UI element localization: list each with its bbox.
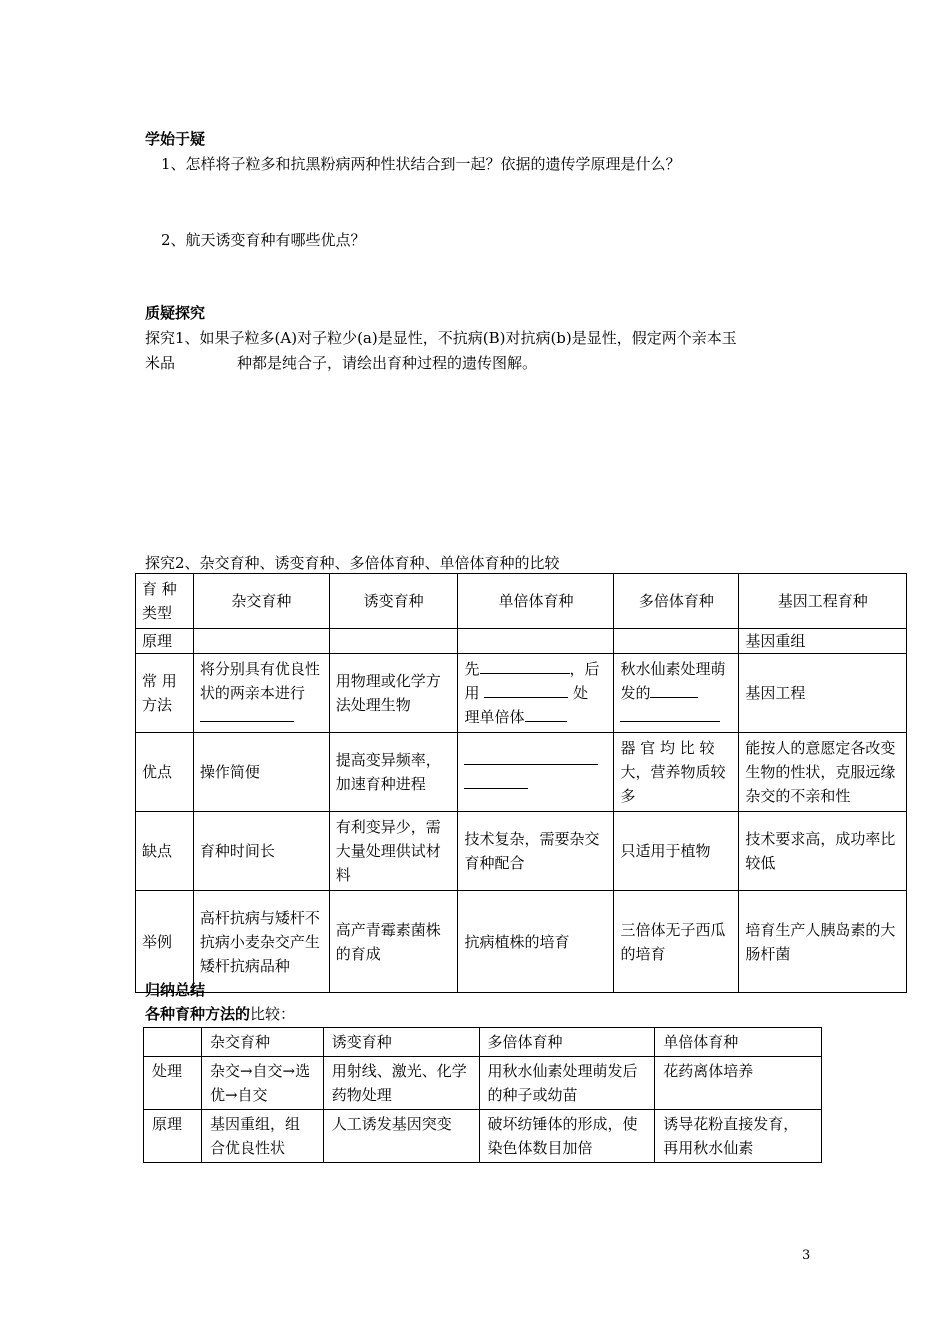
- table-cell: 基因重组，组合优良性状: [201, 1110, 323, 1163]
- row-label: 缺点: [136, 812, 194, 891]
- fill-blank: [650, 681, 698, 698]
- fill-blank: [464, 748, 598, 765]
- inquiry-2-title: 探究2、杂交育种、诱变育种、多倍体育种、单倍体育种的比较: [145, 554, 560, 572]
- header-cell: 杂交育种: [201, 1028, 323, 1057]
- table-cell: 能按人的意愿定各改变生物的性状，克服远缘杂交的不亲和性: [739, 733, 907, 812]
- cell-text: ，后: [569, 660, 600, 678]
- table-row: [136, 733, 907, 812]
- table-cell: 技术要求高，成功率比较低: [739, 812, 907, 891]
- inquiry-1-line-2a: 米品: [145, 354, 176, 372]
- header-cell: 诱变育种: [323, 1028, 479, 1057]
- table-cell: 用秋水仙素处理萌发后的种子或幼苗: [479, 1057, 655, 1110]
- table-cell: 育种时间长: [193, 812, 329, 891]
- fill-blank: [200, 705, 294, 722]
- fill-blank: [620, 705, 720, 722]
- table-row: [144, 1110, 822, 1163]
- summary-subtitle-bold: 各种育种方法的: [145, 1005, 251, 1023]
- row-label: 原理: [136, 629, 194, 654]
- table-cell: 三倍体无子西瓜的培育: [614, 891, 739, 993]
- inquiry-1-line-2b: 种都是纯合子，请绘出育种过程的遗传图解。: [237, 354, 538, 372]
- table-cell: 高杆抗病与矮杆不抗病小麦杂交产生矮杆抗病品种: [193, 891, 329, 993]
- table-cell: 人工诱发基因突变: [323, 1110, 479, 1163]
- table-cell: [614, 654, 739, 733]
- summary-subtitle: [145, 1003, 295, 1024]
- row-label: 原理: [144, 1110, 202, 1163]
- summary-subtitle-rest: 比较：: [250, 1005, 296, 1023]
- table-cell: 器 官 均 比 较大，营养物质较多: [614, 733, 739, 812]
- table-cell: 培育生产人胰岛素的大肠杆菌: [739, 891, 907, 993]
- table-cell: [329, 629, 458, 654]
- table-cell: 用物理或化学方法处理生物: [329, 654, 458, 733]
- question-2: 2、航天诱变育种有哪些优点？: [161, 231, 366, 249]
- header-cell: 多倍体育种: [479, 1028, 655, 1057]
- table-cell: 花药离体培养: [655, 1057, 822, 1110]
- table-cell: [458, 629, 614, 654]
- cell-text: 将分别具有优良性状的两亲本进: [199, 660, 320, 702]
- cell-text: 秋水仙素处理萌发的: [620, 660, 726, 702]
- header-cell: 基因工程育种: [739, 574, 907, 629]
- cell-text: 理单倍体: [464, 708, 525, 726]
- header-cell: 杂交育种: [193, 574, 329, 629]
- inquiry-1-line-1: 探究1、如果子粒多(A)对子粒少(a)是显性，不抗病(B)对抗病(b)是显性，假定两个亲本玉: [145, 329, 737, 347]
- table-cell: 抗病植株的培育: [458, 891, 614, 993]
- table-cell: 提高变异频率，加速育种进程: [329, 733, 458, 812]
- section-title-summary: 归纳总结: [145, 981, 206, 999]
- table-cell: 基因工程: [739, 654, 907, 733]
- header-cell: [144, 1028, 202, 1057]
- row-label: 常 用 方法: [136, 654, 194, 733]
- cell-text: 用: [464, 684, 480, 702]
- table-cell: [614, 629, 739, 654]
- section-title-questions: 学始于疑: [145, 130, 206, 148]
- row-label: 优点: [136, 733, 194, 812]
- header-cell: 诱变育种: [329, 574, 458, 629]
- breeding-comparison-table: [135, 573, 907, 993]
- table-cell: 杂交→自交→选优→自交: [201, 1057, 323, 1110]
- table-header-row: [136, 574, 907, 629]
- table-cell: [458, 733, 614, 812]
- cell-text: 处: [573, 684, 589, 702]
- page-number: 3: [802, 1248, 811, 1263]
- table-row: [136, 654, 907, 733]
- fill-blank: [484, 681, 568, 698]
- section-title-inquiry: 质疑探究: [145, 304, 206, 322]
- table-cell: 破坏纺锤体的形成，使染色体数目加倍: [479, 1110, 655, 1163]
- cell-text: 先: [464, 660, 480, 678]
- fill-blank: [480, 657, 570, 674]
- row-label: 举例: [136, 891, 194, 993]
- summary-table: [143, 1027, 822, 1163]
- header-cell: 多倍体育种: [614, 574, 739, 629]
- table-cell: 技术复杂，需要杂交育种配合: [458, 812, 614, 891]
- table-row: [144, 1057, 822, 1110]
- header-cell: 单倍体育种: [655, 1028, 822, 1057]
- question-1: 1、怎样将子粒多和抗黑粉病两种性状结合到一起？依据的遗传学原理是什么？: [161, 155, 681, 173]
- table-cell: 诱导花粉直接发育，再用秋水仙素: [655, 1110, 822, 1163]
- table-cell: [193, 629, 329, 654]
- table-cell: 用射线、激光、化学药物处理: [323, 1057, 479, 1110]
- header-cell: 育 种 类型: [136, 574, 194, 629]
- table-row: [136, 891, 907, 993]
- table-cell: 操作简便: [193, 733, 329, 812]
- table-cell: [458, 654, 614, 733]
- cell-text: 行: [289, 684, 305, 702]
- table-cell: 高产青霉素菌株的育成: [329, 891, 458, 993]
- table-row: [136, 629, 907, 654]
- fill-blank: [464, 772, 528, 789]
- table-cell: 基因重组: [739, 629, 907, 654]
- table-cell: [193, 654, 329, 733]
- table-header-row: [144, 1028, 822, 1057]
- table-cell: 只适用于植物: [614, 812, 739, 891]
- row-label: 处理: [144, 1057, 202, 1110]
- table-row: [136, 812, 907, 891]
- fill-blank: [525, 705, 567, 722]
- table-cell: 有利变异少，需大量处理供试材料: [329, 812, 458, 891]
- header-cell: 单倍体育种: [458, 574, 614, 629]
